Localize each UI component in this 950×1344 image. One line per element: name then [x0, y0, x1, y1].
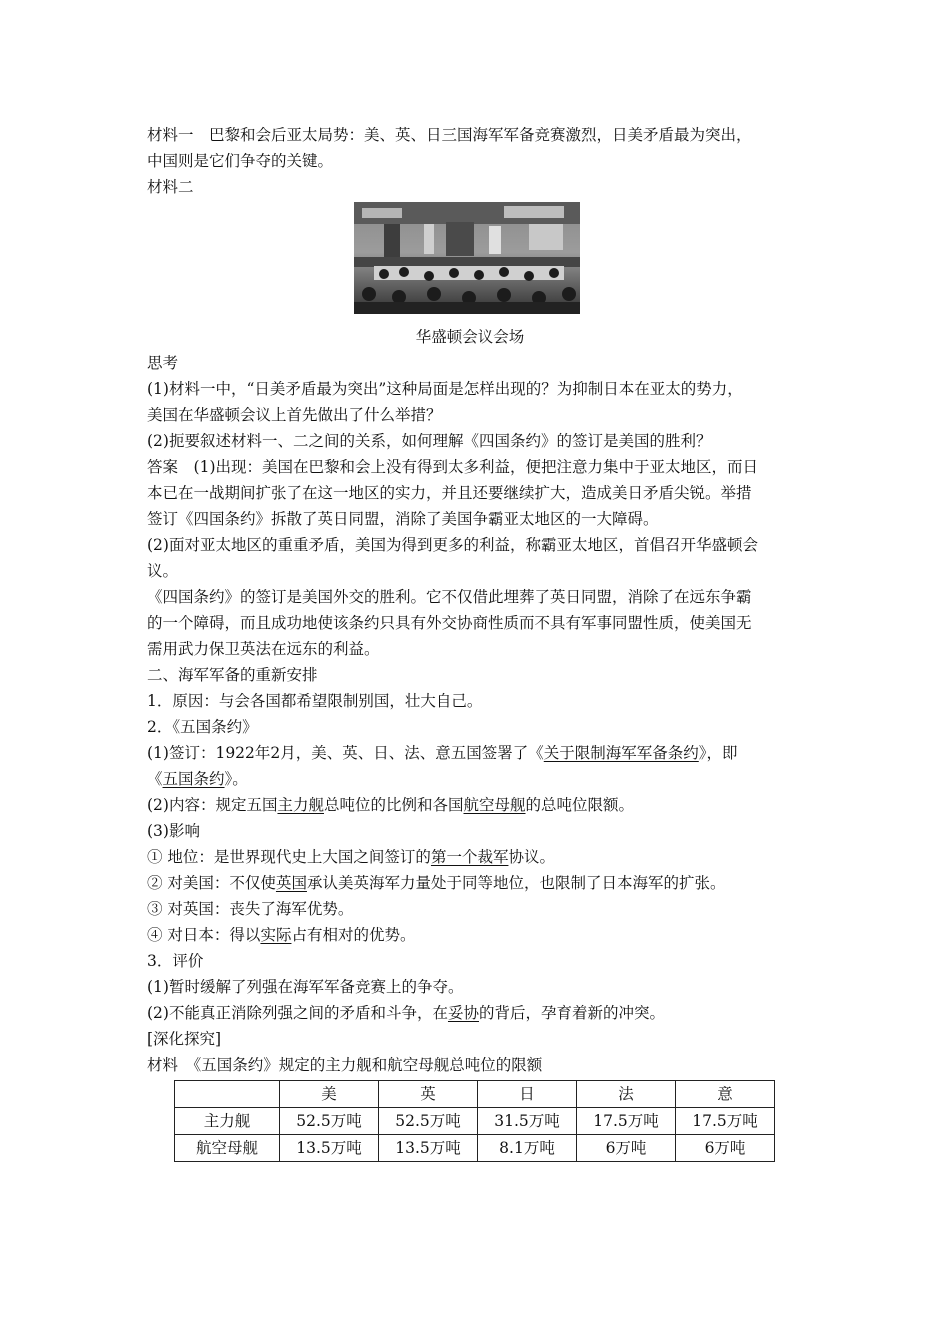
eval2-term: 妥协 [447, 1004, 479, 1022]
tonnage-table [174, 1080, 775, 1162]
material1-label: 材料一 [147, 126, 194, 144]
treaty-sign-mid: 》，即 [698, 744, 738, 762]
table-cell: 6万吨 [577, 1135, 676, 1162]
answer-a2-line1: (2)面对亚太地区的重重矛盾，美国为得到更多的利益，称霸亚太地区，首倡召开华盛顿会 [147, 536, 758, 554]
table-cell: 主力舰 [175, 1108, 280, 1135]
impact-2 [147, 870, 807, 896]
table-header-cell: 美 [280, 1081, 379, 1108]
answer-a3-line2: 的一个障碍，而且成功地使该条约只具有外交协商性质而不具有军事同盟性质，使美国无 [147, 614, 752, 632]
treaty-content [147, 792, 807, 818]
table-cell: 52.5万吨 [280, 1108, 379, 1135]
eval-2 [147, 1000, 807, 1026]
table-cell: 31.5万吨 [478, 1108, 577, 1135]
table-header-cell [175, 1081, 280, 1108]
explore-heading: [深化探究] [147, 1030, 222, 1048]
answer-a1-line2: 本已在一战期间扩张了在这一地区的实力，并且还要继续扩大，造成美日矛盾尖锐。举措 [147, 484, 752, 502]
treaty-sign-prefix: (1)签订：1922年2月，美、英、日、法、意五国签署了《 [147, 744, 544, 762]
eval2-prefix: (2)不能真正消除列强之间的矛盾和斗争，在 [147, 1004, 448, 1022]
material-text: 《五国条约》规定的主力舰和航空母舰总吨位的限额 [193, 1056, 543, 1074]
impact2-term: 英国 [275, 874, 307, 892]
impact-1 [147, 844, 807, 870]
table-cell: 6万吨 [676, 1135, 775, 1162]
think-q2: (2)扼要叙述材料一、二之间的关系，如何理解《四国条约》的签订是美国的胜利？ [147, 432, 712, 450]
impact4-prefix: ④ 对日本：得以 [147, 926, 261, 944]
document-content [147, 122, 807, 1162]
table-cell: 13.5万吨 [379, 1135, 478, 1162]
treaty-sign-line1 [147, 740, 807, 766]
content-term1: 主力舰 [277, 796, 324, 814]
answer-a3-line1: 《四国条约》的签订是美国外交的胜利。它不仅借此埋葬了英日同盟，消除了在远东争霸 [147, 588, 752, 606]
section2-heading: 二、海军军备的重新安排 [147, 666, 318, 684]
treaty-sign-term1: 关于限制海军军备条约 [543, 744, 699, 762]
impact2-prefix: ② 对美国：不仅使 [147, 874, 276, 892]
think-q1-line1: (1)材料一中，“日美矛盾最为突出”这种局面是怎样出现的？为抑制日本在亚太的势力， [147, 380, 743, 398]
impact4-suffix: 占有相对的优势。 [291, 926, 416, 944]
answer-label: 答案 [147, 458, 179, 476]
table-header-cell: 意 [676, 1081, 775, 1108]
impact2-suffix: 承认美英海军力量处于同等地位，也限制了日本海军的扩张。 [306, 874, 726, 892]
impact1-suffix: 协议。 [508, 848, 555, 866]
table-header-cell: 英 [379, 1081, 478, 1108]
answer-a1-line1 [147, 454, 807, 480]
content-term2: 航空母舰 [463, 796, 526, 814]
answer-a3-line3: 需用武力保卫英法在远东的利益。 [147, 640, 380, 658]
material-label: 材料 [147, 1056, 179, 1074]
think-q1-line2: 美国在华盛顿会议上首先做出了什么举措？ [147, 406, 442, 424]
think-heading: 思考 [147, 354, 179, 372]
material2-label: 材料二 [147, 178, 194, 196]
table-header-row [175, 1081, 775, 1108]
figure [147, 202, 807, 350]
table-cell: 航空母舰 [175, 1135, 280, 1162]
table-cell: 17.5万吨 [577, 1108, 676, 1135]
section2-reason: 1．原因：与会各国都希望限制别国，壮大自己。 [147, 692, 483, 710]
washington-conference-photo [354, 202, 580, 314]
table-row [175, 1108, 775, 1135]
impact4-term: 实际 [260, 926, 292, 944]
content-mid: 总吨位的比例和各国 [323, 796, 464, 814]
impact-3: ③ 对英国：丧失了海军优势。 [147, 900, 354, 918]
answer-a1-line3: 签订《四国条约》拆散了英日同盟，消除了美国争霸亚太地区的一大障碍。 [147, 510, 659, 528]
table-cell: 13.5万吨 [280, 1135, 379, 1162]
treaty-sign-close: 》。 [224, 770, 248, 788]
table-header-cell: 日 [478, 1081, 577, 1108]
eval2-suffix: 的背后，孕育着新的冲突。 [478, 1004, 665, 1022]
impact1-term: 第一个裁军 [430, 848, 509, 866]
material1-text-line2: 中国则是它们争夺的关键。 [147, 152, 334, 170]
material-line [147, 1052, 807, 1078]
impact-heading: (3)影响 [147, 822, 200, 840]
impact1-prefix: ① 地位：是世界现代史上大国之间签订的 [147, 848, 431, 866]
table-cell: 8.1万吨 [478, 1135, 577, 1162]
eval-heading: 3．评价 [147, 952, 204, 970]
content-prefix: (2)内容：规定五国 [147, 796, 278, 814]
treaty-sign-term2: 五国条约 [162, 770, 225, 788]
answer-a2-line2: 议。 [147, 562, 179, 580]
table-cell: 17.5万吨 [676, 1108, 775, 1135]
figure-caption: 华盛顿会议会场 [415, 328, 525, 346]
table-header-cell: 法 [577, 1081, 676, 1108]
impact-4 [147, 922, 807, 948]
treaty-heading: 2．《五国条约》 [147, 718, 258, 736]
treaty-sign-line2 [147, 766, 807, 792]
material1-paragraph [147, 122, 807, 148]
table-cell: 52.5万吨 [379, 1108, 478, 1135]
table-row [175, 1135, 775, 1162]
content-suffix: 的总吨位限额。 [525, 796, 635, 814]
eval-1: (1)暂时缓解了列强在海军军备竞赛上的争夺。 [147, 978, 464, 996]
treaty-sign-open: 《 [147, 770, 163, 788]
material1-text-line1: 巴黎和会后亚太局势：美、英、日三国海军军备竞赛激烈，日美矛盾最为突出， [209, 126, 752, 144]
answer-a1-line1-text: (1)出现：美国在巴黎和会上没有得到太多利益，便把注意力集中于亚太地区，而日 [193, 458, 758, 476]
